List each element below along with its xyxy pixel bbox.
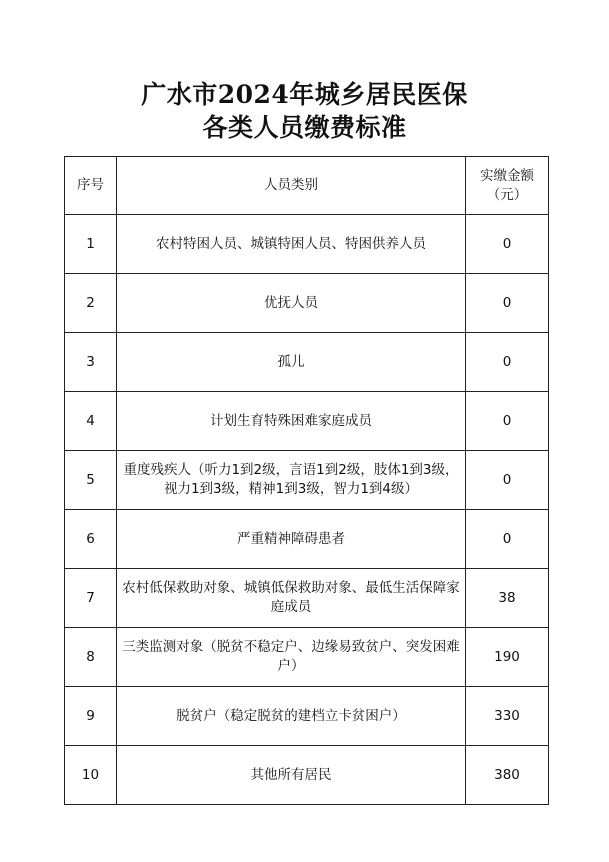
title-line-2: 各类人员缴费标准: [202, 113, 407, 142]
cell-seq: 5: [65, 451, 117, 510]
cell-category: 其他所有居民: [117, 746, 466, 805]
cell-category: 脱贫户（稳定脱贫的建档立卡贫困户）: [117, 687, 466, 746]
cell-category: 三类监测对象（脱贫不稳定户、边缘易致贫户、突发困难户）: [117, 628, 466, 687]
header-amount: [466, 157, 549, 215]
cell-seq: 7: [65, 569, 117, 628]
cell-amount: 0: [466, 392, 549, 451]
header-amount-line2: （元）: [486, 186, 528, 203]
table-row: [65, 392, 549, 451]
table-row: [65, 569, 549, 628]
table-row: [65, 687, 549, 746]
table-row: [65, 274, 549, 333]
fee-standard-table: [64, 156, 549, 805]
cell-seq: 2: [65, 274, 117, 333]
table-row: [65, 628, 549, 687]
cell-seq: 8: [65, 628, 117, 687]
cell-category: 孤儿: [117, 333, 466, 392]
table-row: [65, 510, 549, 569]
cell-seq: 1: [65, 215, 117, 274]
table-row: [65, 333, 549, 392]
table-row: [65, 451, 549, 510]
cell-category: 严重精神障碍患者: [117, 510, 466, 569]
cell-amount: 0: [466, 333, 549, 392]
header-category: 人员类别: [117, 157, 466, 215]
cell-amount: 0: [466, 274, 549, 333]
cell-seq: 3: [65, 333, 117, 392]
cell-category: 农村低保救助对象、城镇低保救助对象、最低生活保障家庭成员: [117, 569, 466, 628]
header-seq: 序号: [65, 157, 117, 215]
cell-amount: 380: [466, 746, 549, 805]
title-line-1: 广水市2024年城乡居民医保: [141, 80, 468, 109]
cell-category: 农村特困人员、城镇特困人员、特困供养人员: [117, 215, 466, 274]
cell-seq: 4: [65, 392, 117, 451]
table-row: [65, 215, 549, 274]
cell-amount: 0: [466, 451, 549, 510]
cell-seq: 6: [65, 510, 117, 569]
cell-amount: 0: [466, 510, 549, 569]
cell-amount: 330: [466, 687, 549, 746]
page-title: [0, 78, 609, 144]
cell-seq: 10: [65, 746, 117, 805]
cell-category: 优抚人员: [117, 274, 466, 333]
table-header-row: [65, 157, 549, 215]
cell-category: 计划生育特殊困难家庭成员: [117, 392, 466, 451]
cell-seq: 9: [65, 687, 117, 746]
header-amount-line1: 实缴金额: [480, 167, 534, 184]
cell-amount: 190: [466, 628, 549, 687]
table-row: [65, 746, 549, 805]
cell-category: 重度残疾人（听力1到2级，言语1到2级，肢体1到3级，视力1到3级，精神1到3级，智力1到4级）: [117, 451, 466, 510]
cell-amount: 0: [466, 215, 549, 274]
cell-amount: 38: [466, 569, 549, 628]
